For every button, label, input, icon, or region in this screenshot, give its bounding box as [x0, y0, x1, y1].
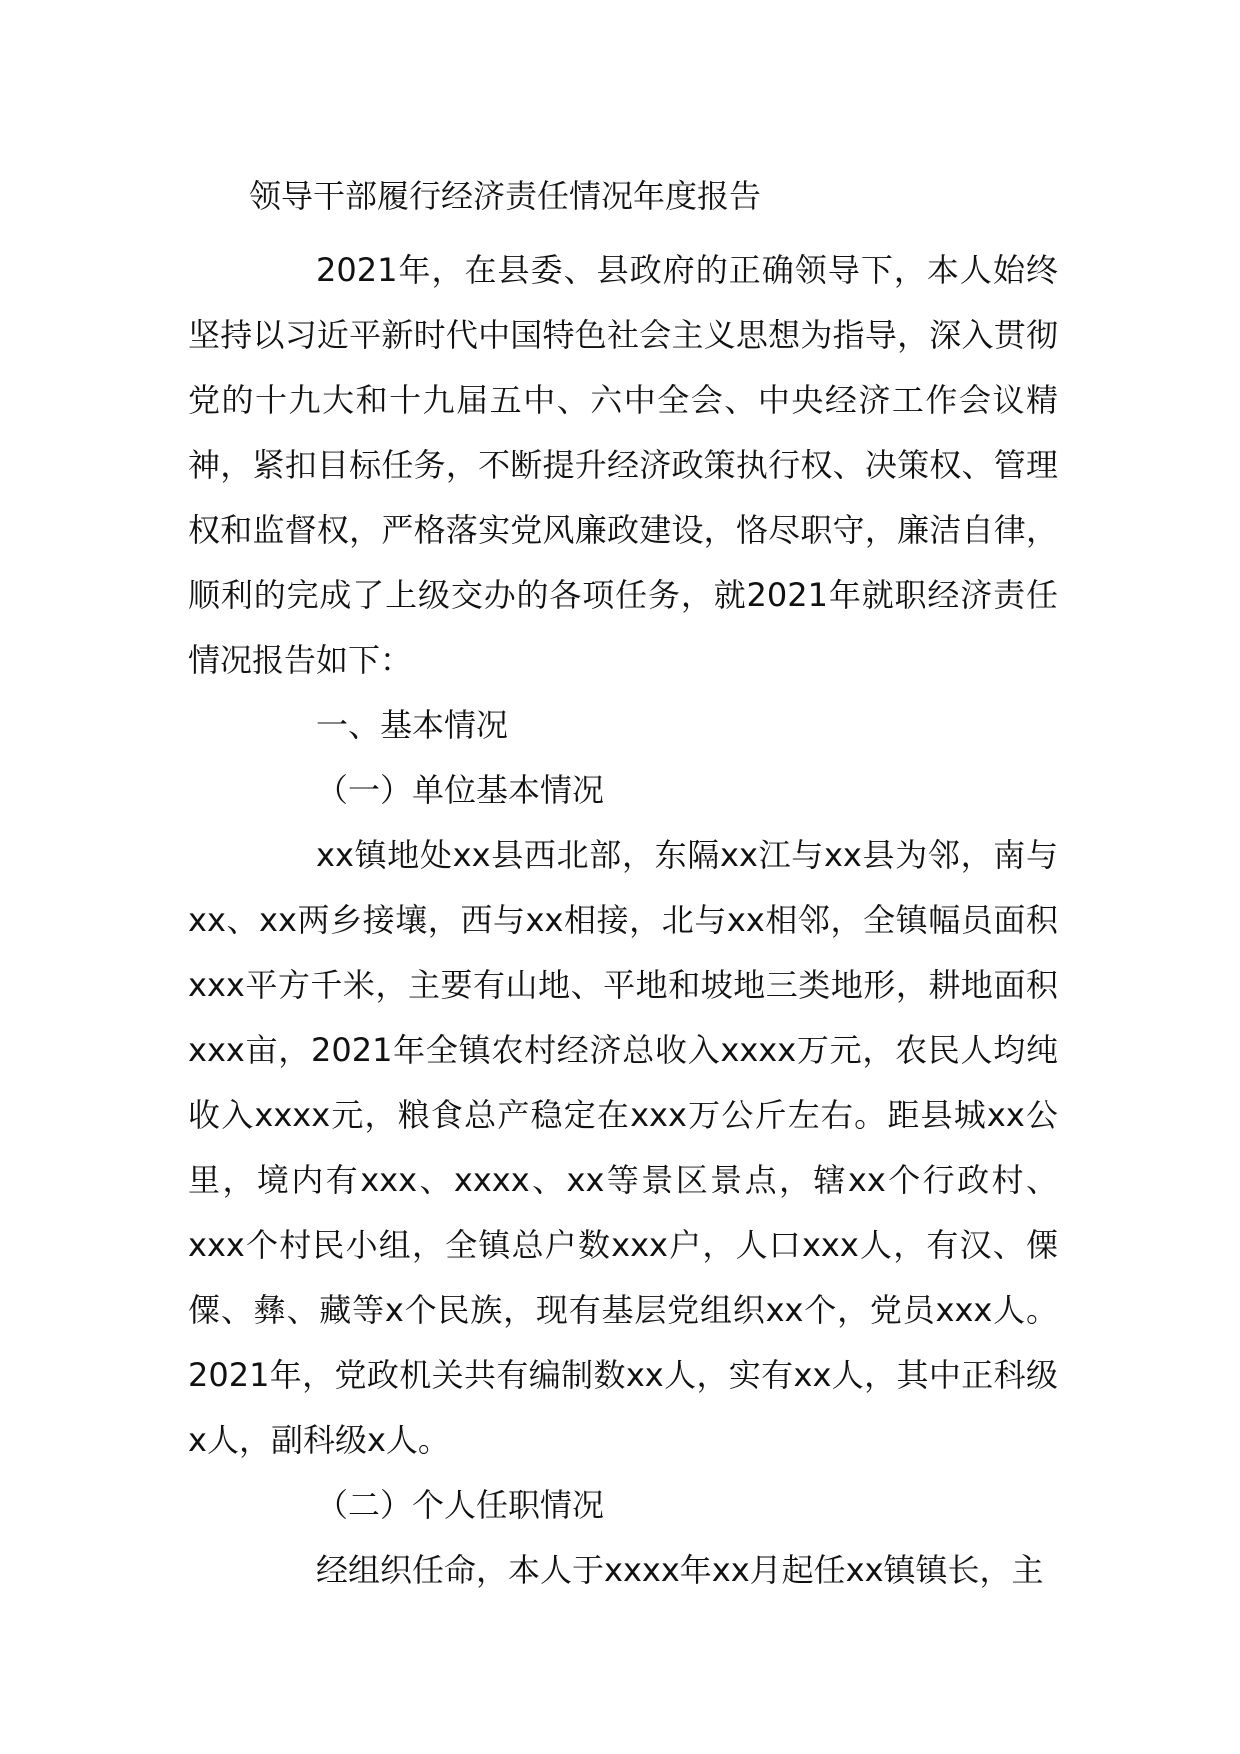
document-body [188, 238, 1058, 1603]
personal-info-paragraph: 经组织任命，本人于xxxx年xx月起任xx镇镇长，主 [316, 1551, 1044, 1589]
subsection-heading-unit-info: （一）单位基本情况 [316, 771, 605, 809]
subsection-heading-personal-info: （二）个人任职情况 [316, 1486, 605, 1524]
section-heading-basic-info: 一、基本情况 [316, 706, 509, 744]
unit-info-paragraph: xx镇地处xx县西北部，东隔xx江与xx县为邻，南与xx、xx两乡接壤，西与xx相接，北与xx相邻，全镇幅员面积xxx平方千米，主要有山地、平地和坡地三类地形，耕地面积xxx亩，2021年全镇农村经济总收入xxxx万元，农民人均纯收入xxxx元，粮食总产稳定在xxx万公斤左右。距县城xx公里，境内有xxx、xxxx、xx等景区景点，辖xx个行政村、xxx个村民小组，全镇总户数xxx户，人口xxx人，有汉、傈僳、彝、藏等x个民族，现有基层党组织xx个，党员xxx人。2021年，党政机关共有编制数xx人，实有xx人，其中正科级x人，副科级x人。 [188, 836, 1058, 1459]
intro-paragraph: 2021年，在县委、县政府的正确领导下，本人始终坚持以习近平新时代中国特色社会主义思想为指导，深入贯彻党的十九大和十九届五中、六中全会、中央经济工作会议精神，紧扣目标任务，不断提升经济政策执行权、决策权、管理权和监督权，严格落实党风廉政建设，恪尽职守，廉洁自律，顺利的完成了上级交办的各项任务，就2021年就职经济责任情况报告如下： [188, 251, 1058, 679]
document-title: 领导干部履行经济责任情况年度报告 [249, 177, 762, 215]
